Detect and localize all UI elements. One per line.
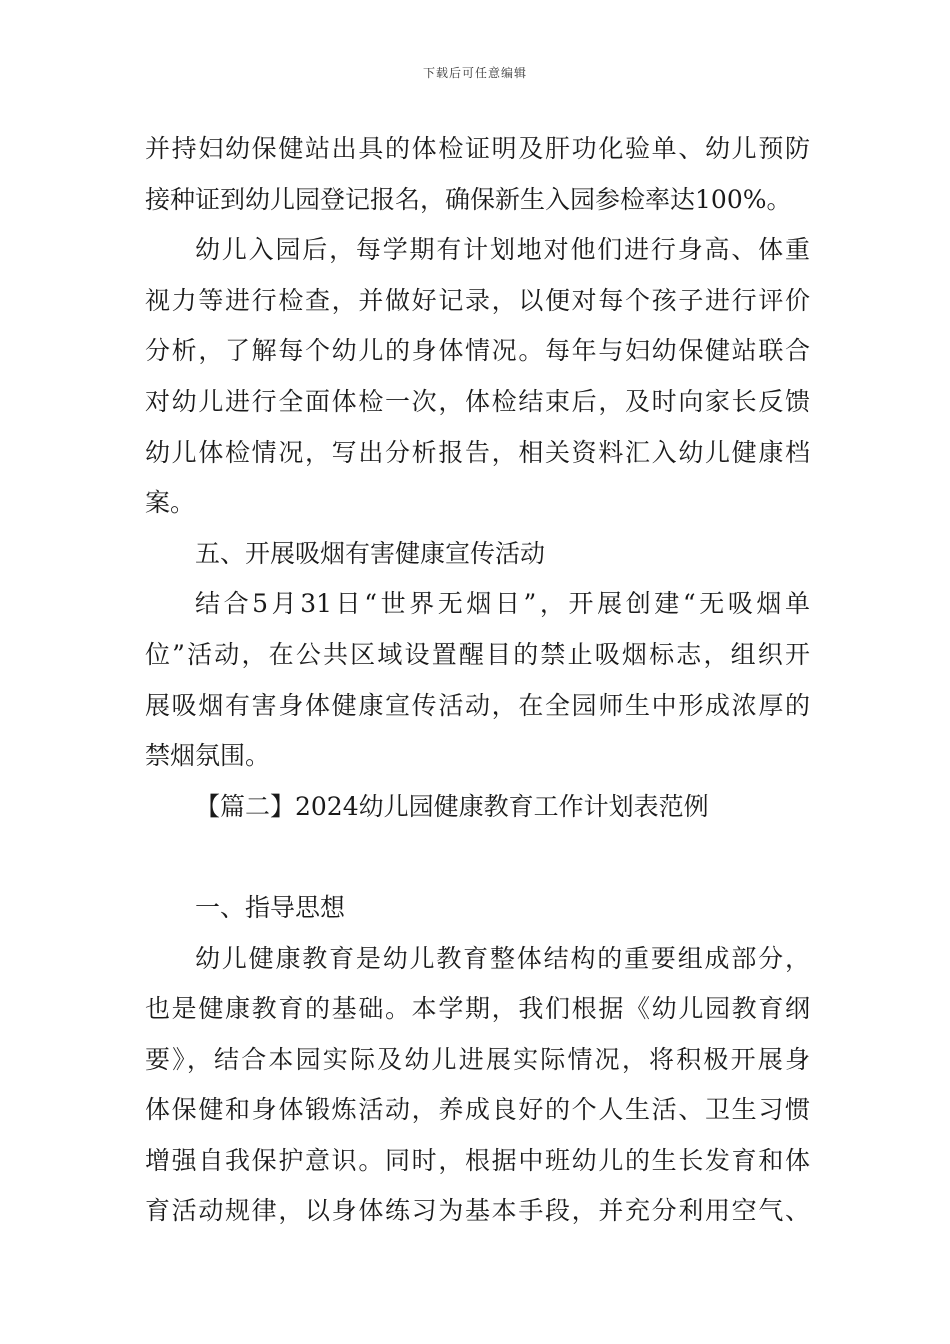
text-line: 视力等进行检查，并做好记录，以便对每个孩子进行评价	[145, 285, 810, 315]
text-line: 禁烟氛围。	[145, 741, 271, 771]
text-line: 展吸烟有害身体健康宣传活动，在全园师生中形成浓厚的	[145, 690, 810, 720]
text-line: 分析，了解每个幼儿的身体情况。每年与妇幼保健站联合	[145, 336, 810, 366]
text-line: 要》，结合本园实际及幼儿进展实际情况，将积极开展身	[145, 1044, 810, 1074]
text-line: 接种证到幼儿园登记报名，确保新生入园参检率达100%。	[145, 184, 792, 214]
text-line: 对幼儿进行全面体检一次，体检结束后，及时向家长反馈	[145, 386, 810, 416]
page-header-note: 下载后可任意编辑	[422, 66, 527, 80]
text-line: 幼儿体检情况，写出分析报告，相关资料汇入幼儿健康档	[145, 437, 810, 467]
text-line: 体保健和身体锻炼活动，养成良好的个人生活、卫生习惯	[145, 1095, 810, 1125]
text-line: 位”活动，在公共区域设置醒目的禁止吸烟标志，组织开	[145, 639, 810, 669]
text-line: 案。	[145, 488, 196, 518]
text-line: 增强自我保护意识。同时，根据中班幼儿的生长发育和体	[145, 1145, 810, 1175]
text-line: 也是健康教育的基础。本学期，我们根据《幼儿园教育纲	[145, 994, 810, 1024]
text-line: 育活动规律，以身体练习为基本手段，并充分利用空气、	[145, 1196, 810, 1226]
blank-line	[145, 832, 810, 883]
text-line: 并持妇幼保健站出具的体检证明及肝功化验单、幼儿预防	[145, 134, 810, 163]
section-heading: 五、开展吸烟有害健康宣传活动	[195, 538, 546, 568]
text-line: 幼儿健康教育是幼儿教育整体结构的重要组成部分，	[195, 943, 810, 973]
text-line: 结合5月31日“世界无烟日”，开展创建“无吸烟单	[195, 589, 810, 619]
document-body	[145, 124, 810, 1237]
section-heading: 一、指导思想	[195, 892, 346, 922]
text-line: 幼儿入园后，每学期有计划地对他们进行身高、体重	[195, 235, 810, 265]
part-title: 【篇二】2024幼儿园健康教育工作计划表范例	[195, 791, 709, 821]
